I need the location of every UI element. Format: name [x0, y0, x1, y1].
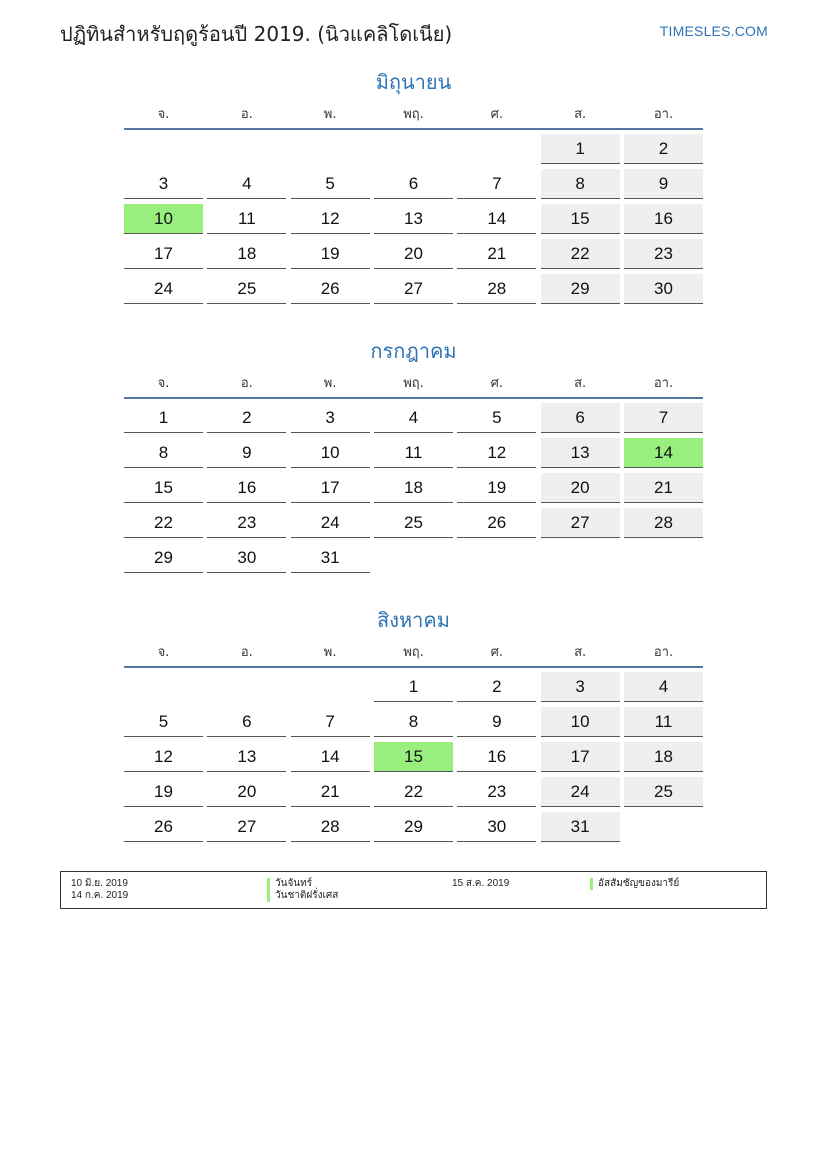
- day-cell: 27: [374, 274, 453, 304]
- weekday-label: ส.: [574, 107, 587, 122]
- day-cell: 24: [291, 508, 370, 538]
- month-august: [124, 606, 703, 842]
- day-cell: 23: [457, 777, 536, 807]
- weekday-label: อา.: [653, 645, 674, 660]
- legend-holiday-name: วันชาติฝรั่งเศส: [267, 890, 338, 902]
- weekday-label: ส.: [574, 376, 587, 391]
- day-cell: 3: [291, 403, 370, 433]
- day-cell: 6: [374, 169, 453, 199]
- empty-cell: [457, 134, 536, 163]
- day-cell: 7: [624, 403, 703, 433]
- weekday-label: อา.: [653, 376, 674, 391]
- weekday-label: พฤ.: [403, 645, 424, 660]
- day-cell: 16: [457, 742, 536, 772]
- legend-holiday-name: อัสสัมชัญของมารีย์: [590, 878, 679, 890]
- holiday-day-cell: 14: [624, 438, 703, 468]
- day-cell: 13: [374, 204, 453, 234]
- holiday-legend: [60, 871, 767, 909]
- day-cell: 7: [457, 169, 536, 199]
- day-cell: 1: [541, 134, 620, 164]
- day-cell: 22: [124, 508, 203, 538]
- brand-link[interactable]: TIMESLES.COM: [659, 23, 768, 39]
- month-june: [124, 68, 703, 304]
- day-cell: 20: [541, 473, 620, 503]
- weekday-label: อ.: [240, 376, 253, 391]
- day-cell: 23: [207, 508, 286, 538]
- weekday-label: พ.: [323, 376, 337, 391]
- weekday-header: [124, 640, 703, 668]
- day-cell: 15: [124, 473, 203, 503]
- day-cell: 31: [291, 543, 370, 573]
- day-cell: 3: [541, 672, 620, 702]
- weekday-label: ส.: [574, 645, 587, 660]
- empty-cell: [374, 134, 453, 163]
- day-cell: 19: [291, 239, 370, 269]
- day-cell: 18: [624, 742, 703, 772]
- day-cell: 25: [207, 274, 286, 304]
- day-cell: 27: [207, 812, 286, 842]
- day-cell: 4: [374, 403, 453, 433]
- empty-cell: [207, 134, 286, 163]
- weekday-header: [124, 102, 703, 130]
- day-cell: 26: [457, 508, 536, 538]
- legend-date: 10 มิ.ย. 2019: [71, 878, 128, 889]
- days-grid: [124, 134, 703, 304]
- day-cell: 4: [624, 672, 703, 702]
- day-cell: 4: [207, 169, 286, 199]
- day-cell: 1: [374, 672, 453, 702]
- day-cell: 8: [124, 438, 203, 468]
- day-cell: 6: [541, 403, 620, 433]
- day-cell: 8: [541, 169, 620, 199]
- weekday-label: อา.: [653, 107, 674, 122]
- day-cell: 20: [207, 777, 286, 807]
- day-cell: 2: [624, 134, 703, 164]
- day-cell: 8: [374, 707, 453, 737]
- day-cell: 29: [541, 274, 620, 304]
- legend-date: 14 ก.ค. 2019: [71, 890, 129, 901]
- day-cell: 5: [457, 403, 536, 433]
- weekday-label: จ.: [157, 107, 170, 122]
- day-cell: 17: [541, 742, 620, 772]
- day-cell: 16: [207, 473, 286, 503]
- day-cell: 22: [374, 777, 453, 807]
- day-cell: 28: [457, 274, 536, 304]
- day-cell: 19: [457, 473, 536, 503]
- day-cell: 13: [541, 438, 620, 468]
- day-cell: 22: [541, 239, 620, 269]
- day-cell: 5: [291, 169, 370, 199]
- day-cell: 18: [374, 473, 453, 503]
- day-cell: 30: [457, 812, 536, 842]
- weekday-label: พฤ.: [403, 376, 424, 391]
- day-cell: 10: [291, 438, 370, 468]
- day-cell: 3: [124, 169, 203, 199]
- day-cell: 21: [624, 473, 703, 503]
- day-cell: 30: [207, 543, 286, 573]
- day-cell: 29: [374, 812, 453, 842]
- day-cell: 5: [124, 707, 203, 737]
- day-cell: 17: [291, 473, 370, 503]
- day-cell: 11: [624, 707, 703, 737]
- day-cell: 21: [291, 777, 370, 807]
- day-cell: 28: [291, 812, 370, 842]
- day-cell: 12: [291, 204, 370, 234]
- day-cell: 12: [124, 742, 203, 772]
- month-title: มิถุนายน: [375, 70, 452, 94]
- day-cell: 11: [374, 438, 453, 468]
- day-cell: 16: [624, 204, 703, 234]
- day-cell: 6: [207, 707, 286, 737]
- day-cell: 14: [457, 204, 536, 234]
- weekday-header: [124, 371, 703, 399]
- weekday-label: ศ.: [490, 645, 503, 660]
- weekday-label: อ.: [240, 645, 253, 660]
- day-cell: 12: [457, 438, 536, 468]
- day-cell: 9: [207, 438, 286, 468]
- days-grid: [124, 403, 703, 573]
- day-cell: 9: [624, 169, 703, 199]
- holiday-day-cell: 15: [374, 742, 453, 772]
- day-cell: 25: [624, 777, 703, 807]
- day-cell: 2: [207, 403, 286, 433]
- month-title: สิงหาคม: [377, 608, 450, 632]
- days-grid: [124, 672, 703, 842]
- holiday-day-cell: 10: [124, 204, 203, 234]
- day-cell: 1: [124, 403, 203, 433]
- weekday-label: อ.: [240, 107, 253, 122]
- empty-cell: [291, 672, 370, 701]
- day-cell: 2: [457, 672, 536, 702]
- day-cell: 24: [541, 777, 620, 807]
- day-cell: 29: [124, 543, 203, 573]
- weekday-label: จ.: [157, 645, 170, 660]
- weekday-label: จ.: [157, 376, 170, 391]
- page-title: ปฏิทินสำหรับฤดูร้อนปี 2019. (นิวแคลิโดเนีย): [60, 22, 453, 46]
- weekday-label: ศ.: [490, 107, 503, 122]
- day-cell: 10: [541, 707, 620, 737]
- day-cell: 25: [374, 508, 453, 538]
- day-cell: 15: [541, 204, 620, 234]
- day-cell: 26: [291, 274, 370, 304]
- day-cell: 24: [124, 274, 203, 304]
- empty-cell: [124, 134, 203, 163]
- day-cell: 27: [541, 508, 620, 538]
- weekday-label: พ.: [323, 107, 337, 122]
- weekday-label: พฤ.: [403, 107, 424, 122]
- weekday-label: ศ.: [490, 376, 503, 391]
- month-july: [124, 337, 703, 573]
- day-cell: 23: [624, 239, 703, 269]
- day-cell: 13: [207, 742, 286, 772]
- empty-cell: [207, 672, 286, 701]
- empty-cell: [124, 672, 203, 701]
- legend-date: 15 ส.ค. 2019: [452, 878, 510, 889]
- weekday-label: พ.: [323, 645, 337, 660]
- day-cell: 7: [291, 707, 370, 737]
- day-cell: 21: [457, 239, 536, 269]
- day-cell: 14: [291, 742, 370, 772]
- day-cell: 17: [124, 239, 203, 269]
- day-cell: 30: [624, 274, 703, 304]
- day-cell: 28: [624, 508, 703, 538]
- empty-cell: [291, 134, 370, 163]
- day-cell: 20: [374, 239, 453, 269]
- day-cell: 26: [124, 812, 203, 842]
- day-cell: 11: [207, 204, 286, 234]
- day-cell: 31: [541, 812, 620, 842]
- day-cell: 9: [457, 707, 536, 737]
- day-cell: 18: [207, 239, 286, 269]
- month-title: กรกฎาคม: [370, 339, 457, 363]
- legend-holiday-name: วันจันทร์: [267, 878, 312, 890]
- day-cell: 19: [124, 777, 203, 807]
